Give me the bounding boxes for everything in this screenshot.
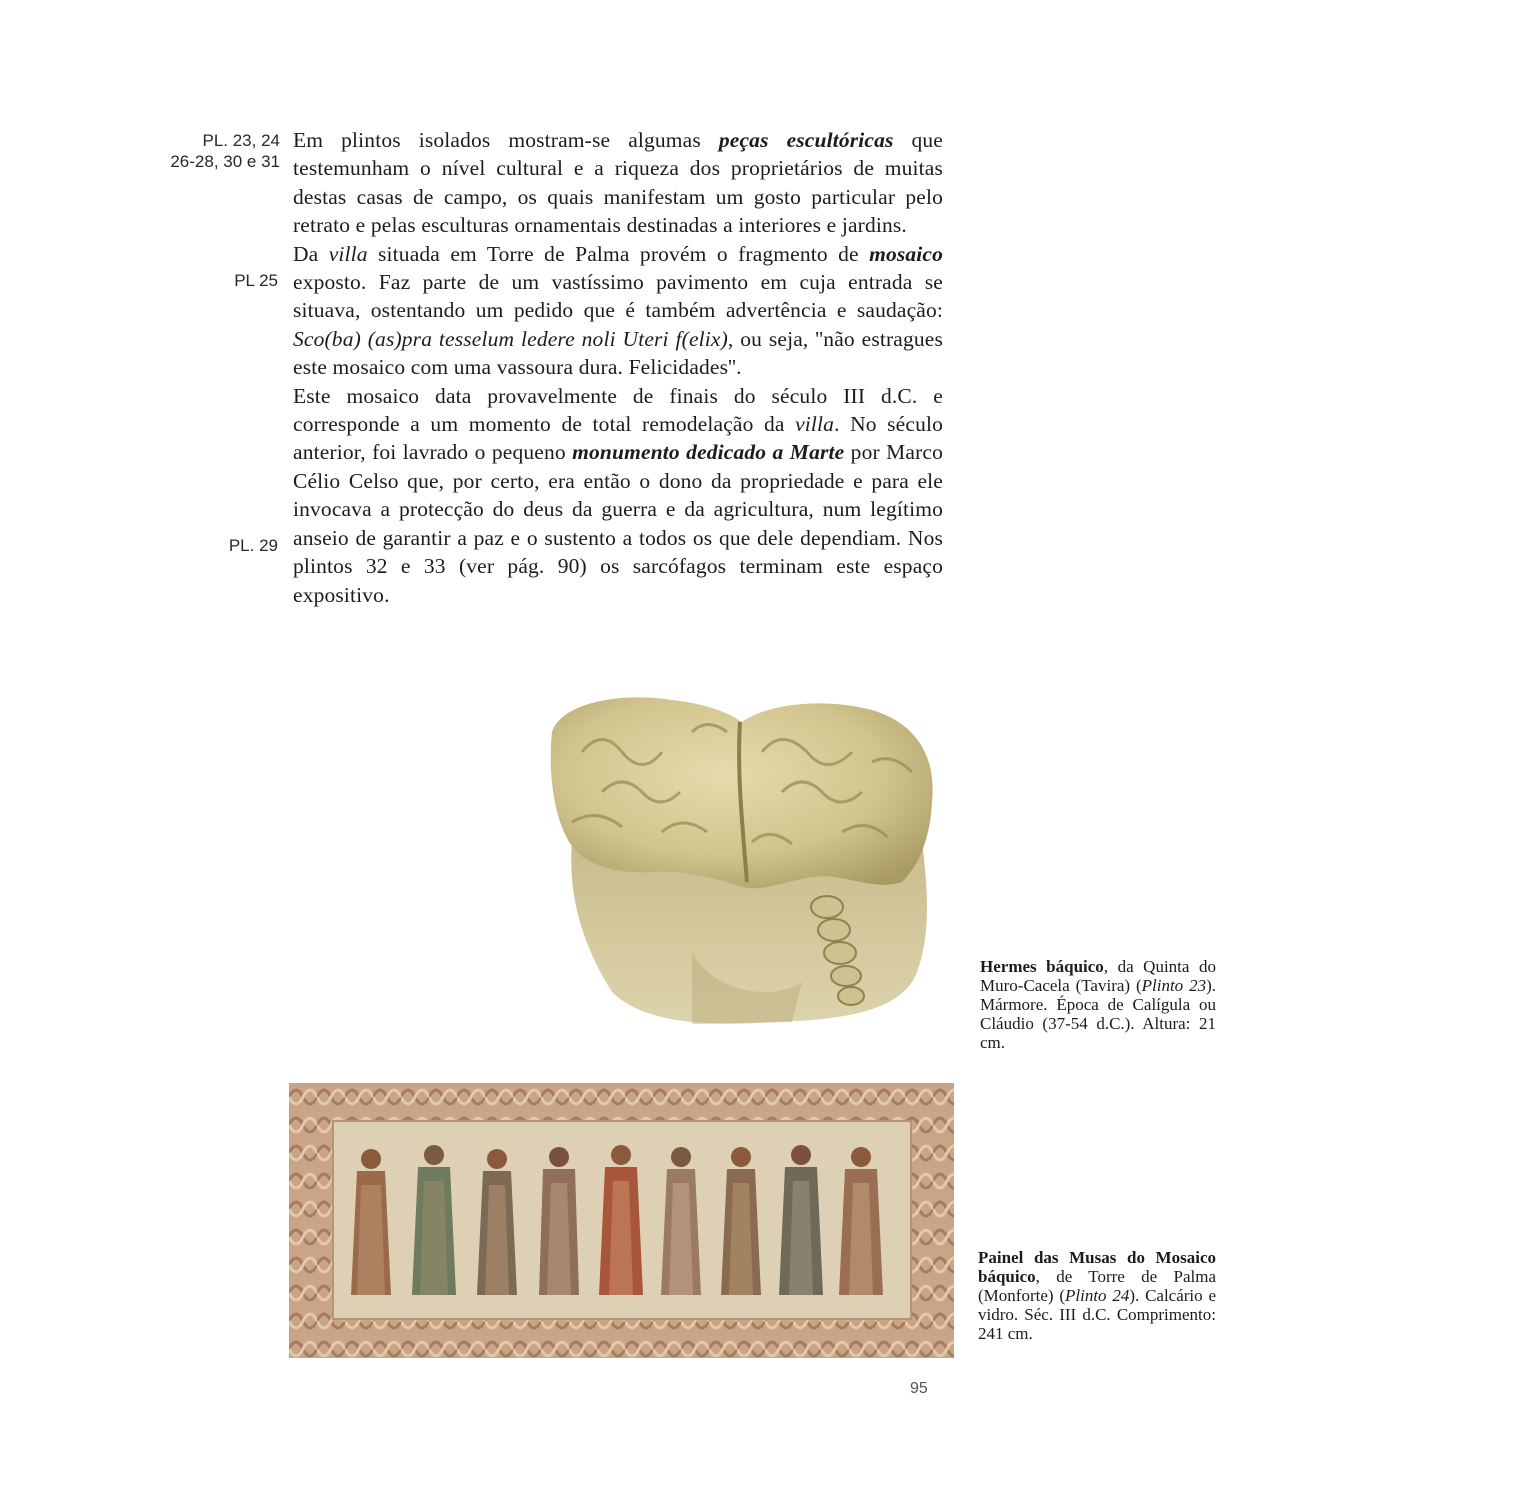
italic-term: Plinto 23 [1141, 976, 1207, 995]
hermes-sculpture-image [542, 692, 942, 1032]
margin-reference-line: 26-28, 30 e 31 [170, 152, 280, 171]
caption-hermes [980, 957, 1216, 1052]
text-run: Da [293, 241, 329, 266]
margin-reference-plate-25: PL 25 [234, 271, 278, 290]
latin-inscription: Sco(ba) (as)pra tesselum ledere noli Uteri f(elix) [293, 326, 728, 351]
text-run: , da Quinta do Muro-Cacela (Tavira) ( [980, 957, 1216, 995]
text-run: ). Calcário e vidro. Séc. III d.C. Comprimento: 241 cm. [978, 1286, 1216, 1343]
paragraph-mars-monument [293, 382, 943, 609]
margin-reference-plates-23-31 [160, 130, 280, 172]
text-run: , de Torre de Palma (Monforte) ( [978, 1267, 1216, 1305]
text-run: situada em Torre de Palma provém o fragmento de [367, 241, 870, 266]
caption-title: Hermes báquico [980, 957, 1104, 976]
text-run: , ou seja, ''não estragues este mosaico com uma vassoura dura. Felicidades''. [293, 326, 943, 380]
paragraph-mosaic [293, 240, 943, 382]
caption-mosaic [978, 1248, 1216, 1343]
text-run: . No século anterior, foi lavrado o pequeno [293, 412, 943, 465]
italic-term: Plinto 24 [1065, 1286, 1130, 1305]
text-run: ). Mármore. Época de Calígula ou Cláudio (37-54 d.C.). Altura: 21 cm. [980, 976, 1216, 1052]
italic-term: villa [795, 412, 835, 437]
muses-mosaic-photo [289, 1083, 954, 1358]
text-run: Este mosaico data provavelmente de finais do século III d.C. e corresponde a um momento de total remodelação da [293, 383, 943, 437]
emphasis-term: peças escultóricas [718, 128, 894, 152]
hermes-sculpture-photo [542, 692, 942, 1032]
text-run: Em plintos isolados mostram-se algumas [293, 128, 719, 152]
emphasis-term: mosaico [869, 241, 943, 266]
paragraph-sculptures [293, 126, 943, 240]
text-run: que testemunham o nível cultural e a riqueza dos proprietários de muitas destas casas de campo, os quais manifestam um gosto particular pelo retrato e pelas esculturas ornamentais destinadas a interiores e jardins. [293, 128, 943, 238]
body-text [293, 126, 943, 609]
margin-reference-line: PL. 23, 24 [202, 131, 280, 150]
text-run: exposto. Faz parte de um vastíssimo pavimento em cuja entrada se situava, ostentando um pedido que é também advertência e saudação: [293, 270, 943, 323]
caption-title: Painel das Musas do Mosaico báquico [978, 1248, 1216, 1286]
emphasis-term: monumento dedicado a Marte [572, 440, 845, 465]
italic-term: villa [328, 241, 368, 266]
muses-mosaic-image [289, 1083, 954, 1358]
margin-reference-plate-29: PL. 29 [228, 536, 278, 555]
text-run: por Marco Célio Celso que, por certo, era então o dono da propriedade e para ele invocava a protecção do deus da guerra e da agricultura, num legítimo anseio de garantir a paz e o sustento a todos os que dele dependiam. Nos plintos 32 e 33 (ver pág. 90) os sarcófagos terminam este espaço expositivo. [293, 440, 943, 607]
page-number: 95 [910, 1380, 928, 1397]
